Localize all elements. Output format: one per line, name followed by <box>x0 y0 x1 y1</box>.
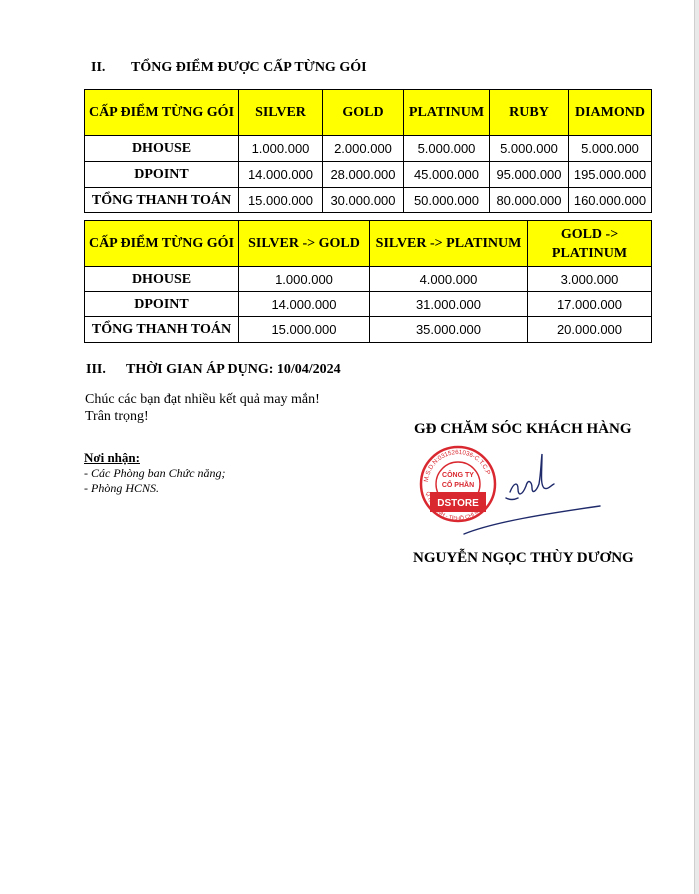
seal-bottom-text: Q.TÂN BÌNH - TP.HỒ CHÍ MINH <box>424 491 488 523</box>
header-cell: PLATINUM <box>404 90 490 136</box>
row-label: TỔNG THANH TOÁN <box>85 317 239 343</box>
table-cell: 15.000.000 <box>239 188 323 213</box>
table-cell: 2.000.000 <box>323 136 404 162</box>
table-cell: 20.000.000 <box>528 317 652 343</box>
table-cell: 45.000.000 <box>404 162 490 188</box>
table-cell: 3.000.000 <box>528 267 652 292</box>
table-cell: 28.000.000 <box>323 162 404 188</box>
closing-wish: Chúc các bạn đạt nhiều kết quả may mắn! <box>85 392 320 407</box>
seal-text-line1: CÔNG TY <box>442 472 474 479</box>
table-cell: 1.000.000 <box>239 267 370 292</box>
closing-regards: Trân trọng! <box>85 409 149 424</box>
signer-title: GĐ CHĂM SÓC KHÁCH HÀNG <box>414 421 632 437</box>
table-header-row <box>85 221 652 267</box>
row-label: DHOUSE <box>85 136 239 162</box>
section-iii-heading <box>86 362 341 378</box>
table-header-row <box>85 90 652 136</box>
table-cell: 14.000.000 <box>239 292 370 317</box>
table-cell: 5.000.000 <box>404 136 490 162</box>
table-row <box>85 162 652 188</box>
table-cell: 50.000.000 <box>404 188 490 213</box>
section-ii-heading <box>91 60 367 76</box>
recipient-item: - Phòng HCNS. <box>84 481 159 495</box>
row-label: TỔNG THANH TOÁN <box>85 188 239 213</box>
table-cell: 1.000.000 <box>239 136 323 162</box>
table-cell: 31.000.000 <box>370 292 528 317</box>
table-cell: 5.000.000 <box>569 136 652 162</box>
table-row <box>85 136 652 162</box>
recipients-title: Nơi nhận: <box>84 450 140 465</box>
header-cell: SILVER -> GOLD <box>239 221 370 267</box>
table-row <box>85 317 652 343</box>
section-title: THỜI GIAN ÁP DỤNG: 10/04/2024 <box>126 362 341 377</box>
table-cell: 95.000.000 <box>490 162 569 188</box>
table-row <box>85 267 652 292</box>
header-cell: CẤP ĐIỂM TỪNG GÓI <box>85 90 239 136</box>
table-cell: 5.000.000 <box>490 136 569 162</box>
row-label: DPOINT <box>85 162 239 188</box>
section-number: III. <box>86 362 106 377</box>
header-cell: GOLD <box>323 90 404 136</box>
company-seal <box>414 442 604 552</box>
row-label: DPOINT <box>85 292 239 317</box>
table-cell: 30.000.000 <box>323 188 404 213</box>
header-cell: SILVER <box>239 90 323 136</box>
seal-text-line2: CỔ PHẦN <box>441 482 475 489</box>
seal-stamp <box>421 447 495 522</box>
table-cell: 15.000.000 <box>239 317 370 343</box>
row-label: DHOUSE <box>85 267 239 292</box>
header-cell: DIAMOND <box>569 90 652 136</box>
table-row <box>85 188 652 213</box>
header-cell: RUBY <box>490 90 569 136</box>
seal-text-line3: DSTORE <box>437 498 479 509</box>
table-row <box>85 292 652 317</box>
header-cell: GOLD -> PLATINUM <box>528 221 652 267</box>
seal-ring-text: M.S.D.N:0315261036-C.T.C.P <box>423 448 492 483</box>
table-cell: 14.000.000 <box>239 162 323 188</box>
table-cell: 195.000.000 <box>569 162 652 188</box>
header-cell: SILVER -> PLATINUM <box>370 221 528 267</box>
signer-name: NGUYỄN NGỌC THÙY DƯƠNG <box>413 550 634 566</box>
section-number: II. <box>91 60 106 75</box>
table-cell: 17.000.000 <box>528 292 652 317</box>
table-cell: 160.000.000 <box>569 188 652 213</box>
table-cell: 4.000.000 <box>370 267 528 292</box>
upgrade-points-table <box>84 220 652 343</box>
table-cell: 80.000.000 <box>490 188 569 213</box>
recipient-item: - Các Phòng ban Chức năng; <box>84 466 226 480</box>
points-table <box>84 89 652 213</box>
section-title: TỔNG ĐIỂM ĐƯỢC CẤP TỪNG GÓI <box>131 60 367 75</box>
header-cell: CẤP ĐIỂM TỪNG GÓI <box>85 221 239 267</box>
table-cell: 35.000.000 <box>370 317 528 343</box>
